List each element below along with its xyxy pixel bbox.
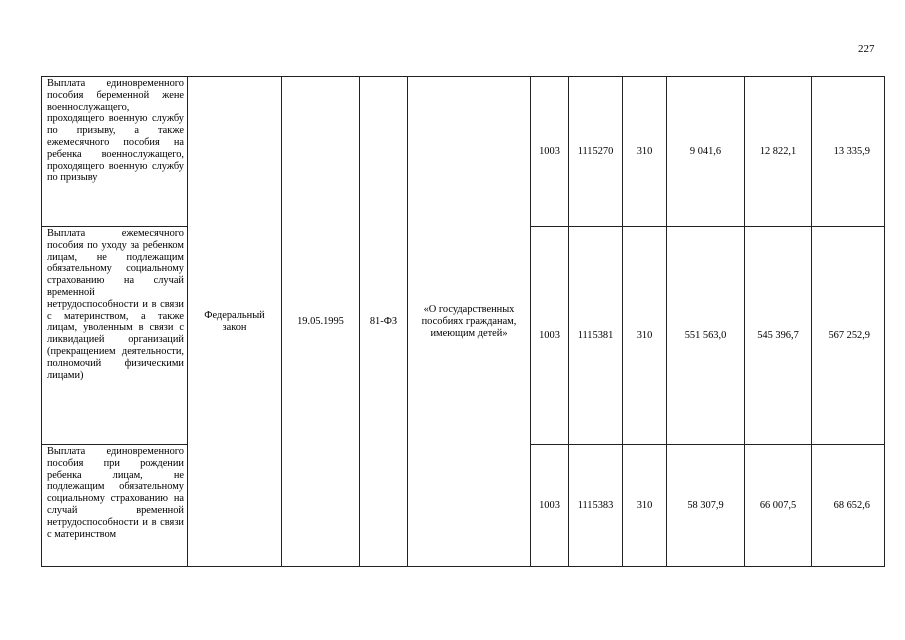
value-2-cell: 545 396,7 [745, 227, 812, 445]
value-3-cell: 68 652,6 [812, 445, 885, 567]
act-title-cell: «О государственных пособиях гражданам, имеющим детей» [408, 77, 531, 567]
expense-type-cell: 310 [623, 227, 667, 445]
page-number: 227 [858, 43, 875, 55]
target-code-cell: 1115383 [569, 445, 623, 567]
section-code-cell: 1003 [531, 227, 569, 445]
act-date-cell: 19.05.1995 [282, 77, 360, 567]
value-2-cell: 12 822,1 [745, 77, 812, 227]
row-description: Выплата единовременного пособия беременной жене военнослужащего, проходящего военную службу по призыву, а также ежемесячного пособия на ребенка военнослужащего, проходящего военную службу по призыву [42, 77, 188, 227]
target-code-cell: 1115270 [569, 77, 623, 227]
value-2-cell: 66 007,5 [745, 445, 812, 567]
value-1-cell: 9 041,6 [667, 77, 745, 227]
section-code-cell: 1003 [531, 77, 569, 227]
expense-type-cell: 310 [623, 77, 667, 227]
target-code-cell: 1115381 [569, 227, 623, 445]
budget-table [41, 76, 885, 567]
value-1-cell: 58 307,9 [667, 445, 745, 567]
expense-type-cell: 310 [623, 445, 667, 567]
row-description: Выплата единовременного пособия при рождении ребенка лицам, не подлежащим обязательному социальному страхованию на случай временной нетрудоспособности и в связи с материнством [42, 445, 188, 567]
value-3-cell: 567 252,9 [812, 227, 885, 445]
value-1-cell: 551 563,0 [667, 227, 745, 445]
act-number-cell: 81-ФЗ [360, 77, 408, 567]
row-description: Выплата ежемесячного пособия по уходу за ребенком лицам, не подлежащим обязательному социальному страхованию на случай временной нетрудоспособности и в связи с материнством, а также лицам, уволенным в связи с ликвидацией организаций (прекращением деятельности, полномочий физическими лицами) [42, 227, 188, 445]
table-row [42, 77, 885, 227]
section-code-cell: 1003 [531, 445, 569, 567]
value-3-cell: 13 335,9 [812, 77, 885, 227]
act-type-cell: Федеральный закон [188, 77, 282, 567]
